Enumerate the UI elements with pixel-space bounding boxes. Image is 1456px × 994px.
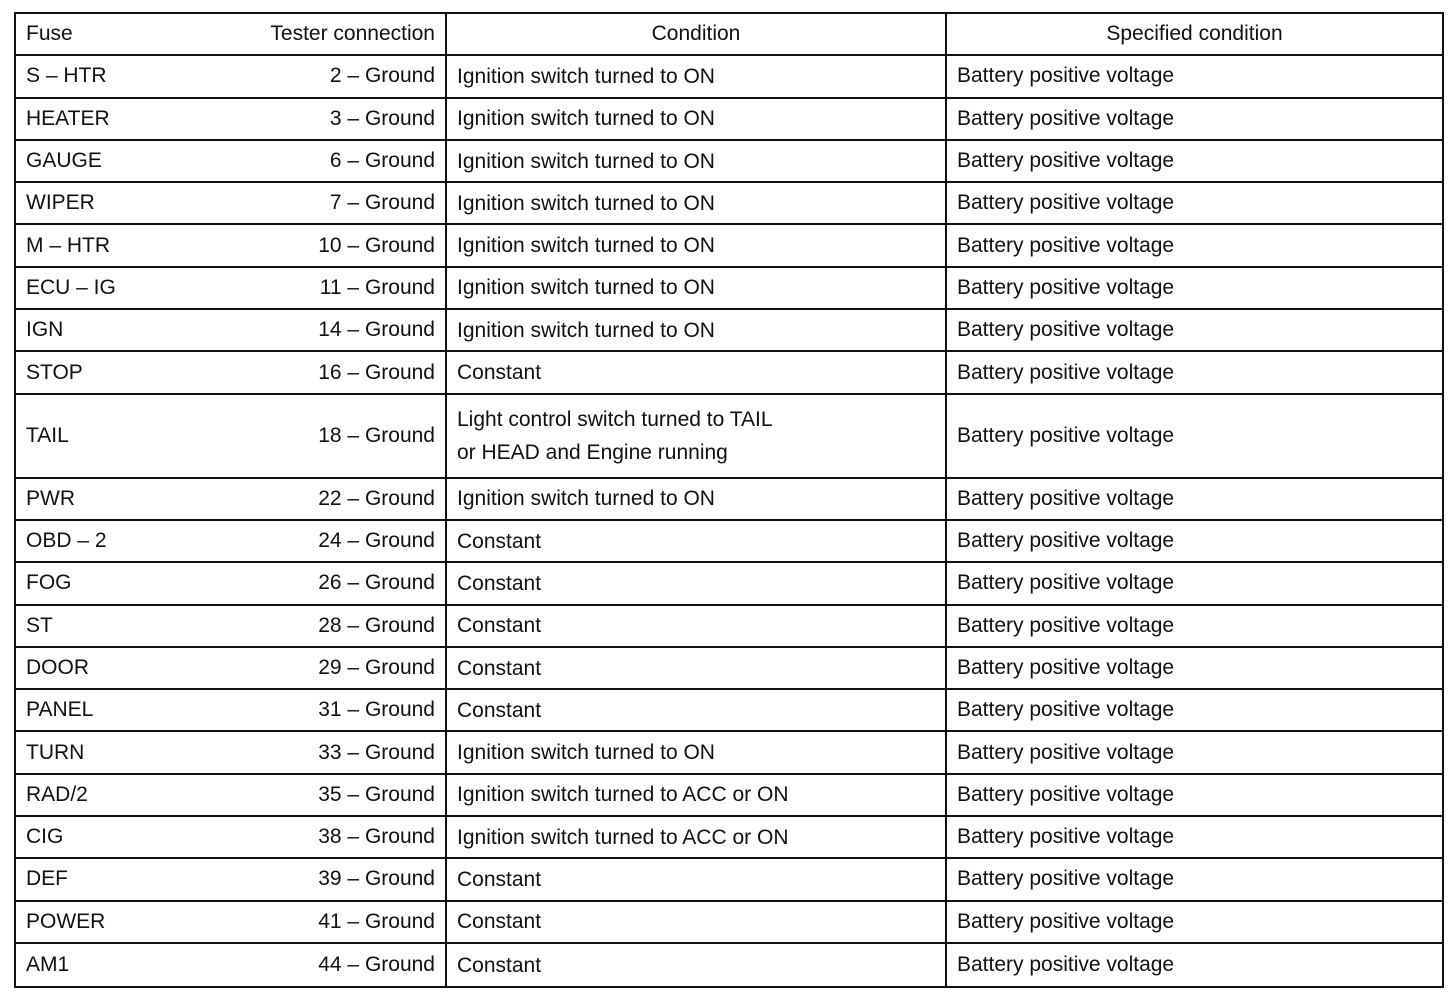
tester-connection: 24 – Ground: [318, 529, 435, 553]
table-row: [16, 225, 1442, 267]
table-row: [16, 99, 1442, 141]
fuse-connection-cell: [16, 775, 447, 815]
tester-connection: 31 – Ground: [318, 698, 435, 722]
fuse-name: PWR: [26, 486, 75, 510]
specified-condition-cell: Battery positive voltage: [957, 360, 1175, 384]
condition-text: Ignition switch turned to ON: [457, 191, 715, 215]
fuse-name: AM1: [26, 953, 70, 977]
condition-cell: [447, 563, 947, 603]
specified-condition-cell: Battery positive voltage: [957, 529, 1175, 553]
fuse-name: IGN: [26, 318, 64, 342]
fuse-connection-cell: [16, 732, 447, 772]
header-fuse-tester: [16, 14, 447, 54]
specified-condition-cell: Battery positive voltage: [957, 191, 1175, 215]
table-row: [16, 183, 1442, 225]
table-row: [16, 268, 1442, 310]
specified-condition-cell: Battery positive voltage: [957, 656, 1175, 679]
table-row: [16, 902, 1442, 944]
specified-condition-cell: Battery positive voltage: [957, 613, 1175, 637]
fuse-connection-cell: [16, 268, 447, 308]
condition-cell: [447, 141, 947, 181]
tester-connection: 7 – Ground: [329, 191, 435, 215]
condition-text: Constant: [457, 529, 542, 553]
fuse-name: TAIL: [26, 423, 69, 447]
condition-text: Ignition switch turned to ON: [457, 487, 715, 511]
fuse-connection-cell: [16, 902, 447, 942]
condition-cell: [447, 817, 947, 857]
specified-condition-cell: Battery positive voltage: [957, 909, 1175, 933]
fuse-connection-cell: [16, 944, 447, 986]
header-specified-condition: Specified condition: [1106, 22, 1283, 46]
specified-condition-cell: Battery positive voltage: [957, 867, 1175, 891]
tester-connection: 10 – Ground: [318, 233, 435, 257]
header-condition: Condition: [447, 14, 947, 54]
fuse-connection-cell: [16, 141, 447, 181]
condition-cell: [447, 183, 947, 223]
tester-connection: 3 – Ground: [329, 106, 435, 130]
condition-text: Constant: [457, 953, 542, 977]
condition-cell: [447, 521, 947, 561]
tester-connection: 28 – Ground: [318, 613, 435, 637]
condition-text: Ignition switch turned to ON: [457, 107, 715, 131]
specified-condition-cell: Battery positive voltage: [957, 318, 1175, 342]
condition-text: Constant: [457, 867, 542, 891]
fuse-connection-cell: [16, 606, 447, 646]
condition-text: Ignition switch turned to ON: [457, 234, 715, 258]
tester-connection: 41 – Ground: [318, 909, 435, 933]
table-row: [16, 690, 1442, 732]
specified-condition-cell: Battery positive voltage: [957, 571, 1175, 595]
fuse-connection-cell: [16, 310, 447, 350]
specified-condition-cell: Battery positive voltage: [957, 149, 1175, 173]
specified-condition-cell: Battery positive voltage: [957, 825, 1175, 849]
specified-condition-cell: Battery positive voltage: [957, 953, 1175, 977]
fuse-name: ST: [26, 613, 53, 637]
fuse-connection-cell: [16, 225, 447, 265]
specified-condition-cell: Battery positive voltage: [957, 486, 1175, 510]
fuse-connection-cell: [16, 479, 447, 519]
tester-connection: 26 – Ground: [318, 571, 435, 595]
fuse-connection-cell: [16, 563, 447, 603]
condition-text: Ignition switch turned to ON: [457, 741, 715, 765]
fuse-test-table: [14, 12, 1444, 988]
tester-connection: 6 – Ground: [329, 149, 435, 173]
table-row: [16, 141, 1442, 183]
condition-cell: [447, 56, 947, 96]
condition-cell: [447, 944, 947, 986]
table-row: [16, 648, 1442, 690]
fuse-name: PANEL: [26, 698, 94, 722]
fuse-connection-cell: [16, 521, 447, 561]
table-row: [16, 775, 1442, 817]
condition-text: Ignition switch turned to ON: [457, 318, 715, 342]
specified-condition-cell: Battery positive voltage: [957, 106, 1175, 130]
condition-text: Ignition switch turned to ACC or ON: [457, 783, 789, 807]
tester-connection: 11 – Ground: [319, 275, 435, 299]
tester-connection: 38 – Ground: [318, 825, 435, 849]
specified-condition-cell: Battery positive voltage: [957, 423, 1175, 447]
fuse-name: M – HTR: [26, 233, 110, 257]
table-row: [16, 859, 1442, 901]
tester-connection: 18 – Ground: [318, 423, 435, 447]
tester-connection: 2 – Ground: [329, 64, 435, 88]
specified-condition-cell: Battery positive voltage: [957, 740, 1175, 764]
table-row: [16, 521, 1442, 563]
condition-cell: [447, 479, 947, 519]
fuse-connection-cell: [16, 395, 447, 477]
fuse-name: WIPER: [26, 191, 95, 215]
tester-connection: 14 – Ground: [318, 318, 435, 342]
fuse-name: HEATER: [26, 106, 110, 130]
condition-text: Constant: [457, 361, 542, 385]
table-row: [16, 56, 1442, 98]
condition-cell: [447, 859, 947, 899]
condition-cell: [447, 395, 947, 477]
condition-text: Constant: [457, 571, 542, 595]
fuse-connection-cell: [16, 352, 447, 392]
tester-connection: 33 – Ground: [318, 740, 435, 764]
condition-cell: [447, 606, 947, 646]
tester-connection: 39 – Ground: [318, 867, 435, 891]
fuse-name: RAD/2: [26, 782, 88, 806]
specified-condition-cell: Battery positive voltage: [957, 698, 1175, 722]
fuse-name: S – HTR: [26, 64, 107, 88]
condition-text: Constant: [457, 614, 542, 638]
fuse-name: TURN: [26, 740, 85, 764]
table-row: [16, 563, 1442, 605]
tester-connection: 22 – Ground: [318, 486, 435, 510]
condition-text: Constant: [457, 698, 542, 722]
condition-text: Ignition switch turned to ON: [457, 276, 715, 300]
fuse-name: OBD – 2: [26, 529, 107, 553]
condition-cell: [447, 648, 947, 688]
condition-text: Ignition switch turned to ON: [457, 64, 715, 88]
fuse-connection-cell: [16, 817, 447, 857]
fuse-name: FOG: [26, 571, 72, 595]
fuse-name: STOP: [26, 360, 83, 384]
specified-condition-cell: Battery positive voltage: [957, 275, 1175, 299]
fuse-name: ECU – IG: [26, 275, 116, 299]
specified-condition-cell: Battery positive voltage: [957, 64, 1175, 88]
condition-cell: [447, 268, 947, 308]
condition-cell: [447, 310, 947, 350]
condition-cell: [447, 775, 947, 815]
condition-cell: [447, 902, 947, 942]
fuse-connection-cell: [16, 183, 447, 223]
condition-text: Ignition switch turned to ACC or ON: [457, 825, 789, 849]
specified-condition-cell: Battery positive voltage: [957, 782, 1175, 806]
fuse-name: DEF: [26, 867, 68, 891]
table-body: [16, 56, 1442, 986]
tester-connection: 29 – Ground: [318, 656, 435, 679]
table-row: [16, 479, 1442, 521]
fuse-connection-cell: [16, 690, 447, 730]
fuse-name: POWER: [26, 909, 106, 933]
condition-text: Constant: [457, 656, 542, 680]
table-row: [16, 732, 1442, 774]
fuse-connection-cell: [16, 859, 447, 899]
condition-cell: [447, 732, 947, 772]
header-tester-connection: Tester connection: [270, 22, 435, 46]
table-row: [16, 352, 1442, 394]
table-row: [16, 395, 1442, 479]
fuse-name: GAUGE: [26, 149, 102, 173]
fuse-connection-cell: [16, 56, 447, 96]
condition-cell: [447, 352, 947, 392]
fuse-name: DOOR: [26, 656, 89, 679]
condition-cell: [447, 99, 947, 139]
tester-connection: 35 – Ground: [318, 782, 435, 806]
specified-condition-cell: Battery positive voltage: [957, 233, 1175, 257]
condition-cell: [447, 225, 947, 265]
condition-text: Light control switch turned to TAIL or HEAD and Engine running: [457, 407, 773, 464]
fuse-name: CIG: [26, 825, 64, 849]
table-row: [16, 944, 1442, 986]
fuse-connection-cell: [16, 648, 447, 688]
tester-connection: 16 – Ground: [318, 360, 435, 384]
table-row: [16, 606, 1442, 648]
condition-text: Constant: [457, 910, 542, 934]
table-row: [16, 817, 1442, 859]
condition-cell: [447, 690, 947, 730]
header-fuse: Fuse: [26, 22, 73, 46]
condition-text: Ignition switch turned to ON: [457, 149, 715, 173]
fuse-connection-cell: [16, 99, 447, 139]
tester-connection: 44 – Ground: [318, 953, 435, 977]
table-row: [16, 310, 1442, 352]
table-header-row: [16, 14, 1442, 56]
